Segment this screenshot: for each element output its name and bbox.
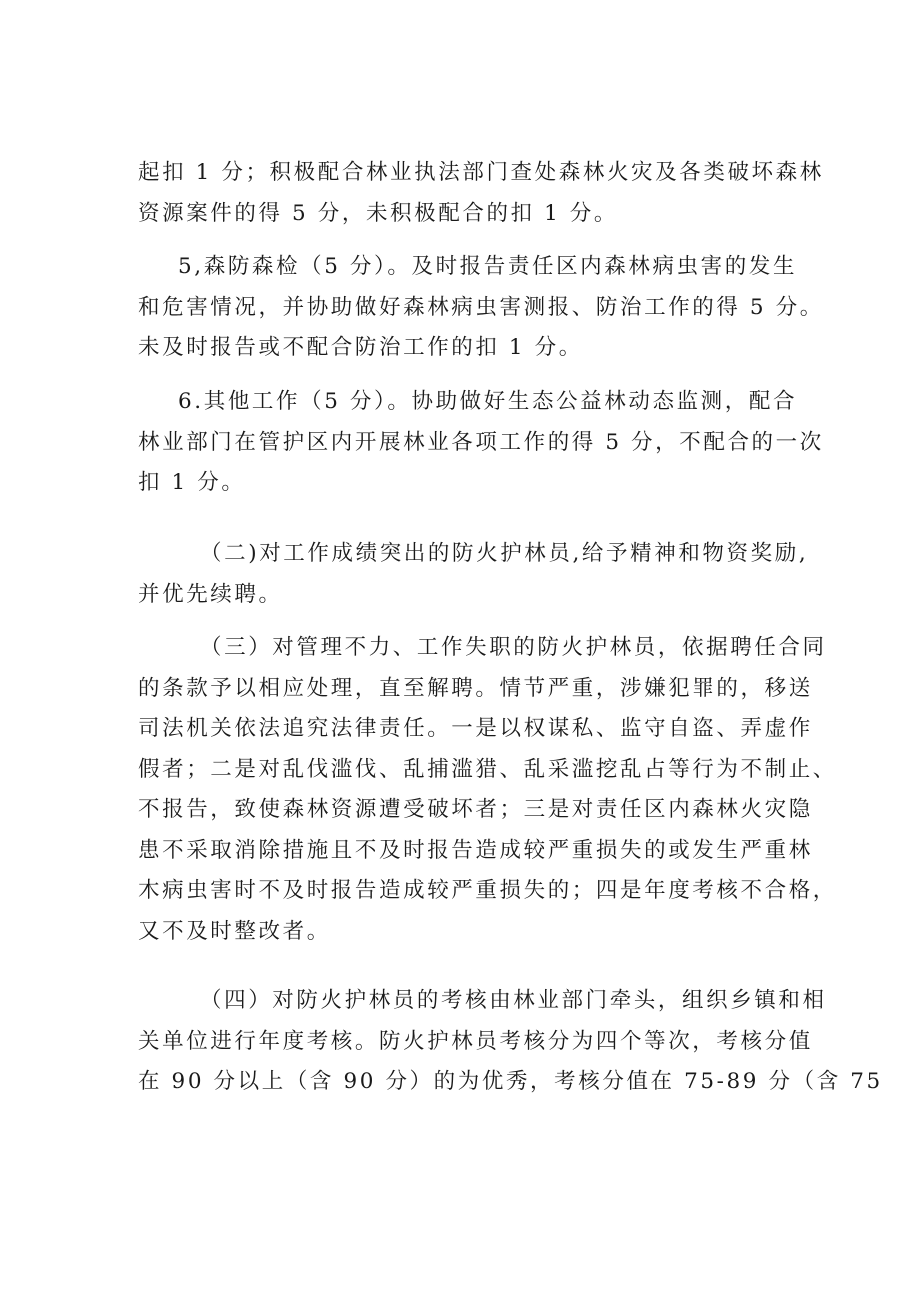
text-line: 不报告，致使森林资源遭受破坏者；三是对责任区内森林火灾隐 (138, 797, 813, 822)
text-line: 起扣 1 分；积极配合林业执法部门查处森林火灾及各类破坏森林 (138, 160, 824, 185)
text-line: 并优先续聘。 (138, 581, 283, 607)
text-line: 6.其他工作（5 分）。协助做好生态公益林动态监测，配合 (178, 389, 798, 414)
text-line: 林业部门在管护区内开展林业各项工作的得 5 分，不配合的一次 (138, 429, 824, 455)
text-line: 假者；二是对乱伐滥伐、乱捕滥猎、乱采滥挖乱占等行为不制止、 (138, 756, 837, 782)
text-line: 未及时报告或不配合防治工作的扣 1 分。 (138, 335, 583, 360)
text-line: 资源案件的得 5 分，未积极配合的扣 1 分。 (138, 200, 618, 226)
text-line: （三）对管理不力、工作失职的防火护林员，依据聘任合同 (200, 635, 827, 660)
text-line: 司法机关依法追究法律责任。一是以权谋私、监守自盗、弄虚作 (138, 716, 813, 741)
text-line: 又不及时整改者。 (138, 918, 331, 944)
paragraph-item-6-other-work (138, 382, 824, 504)
paragraph-section-2-rewards (138, 534, 809, 615)
text-line: 木病虫害时不及时报告造成较严重损失的；四是年度考核不合格， (138, 878, 837, 903)
text-line: 的条款予以相应处理，直至解聘。情节严重，涉嫌犯罪的，移送 (138, 675, 813, 701)
text-line: 和危害情况，并协助做好森林病虫害测报、防治工作的得 5 分。 (138, 294, 824, 320)
paragraph-scoring-enforcement (138, 153, 824, 234)
text-line: 关单位进行年度考核。防火护林员考核分为四个等次，考核分值 (138, 1028, 813, 1054)
paragraph-item-5-pest-control (138, 247, 824, 369)
text-line: 患不采取消除措施且不及时报告造成较严重损失的或发生严重林 (138, 837, 813, 863)
text-line: （四）对防火护林员的考核由林业部门牵头，组织乡镇和相 (200, 988, 827, 1013)
paragraph-section-3-penalties (138, 628, 837, 952)
text-line: 扣 1 分。 (138, 470, 246, 495)
text-line: 5,森防森检（5 分）。及时报告责任区内森林病虫害的发生 (178, 254, 798, 279)
text-line: 在 90 分以上（含 90 分）的为优秀，考核分值在 75-89 分（含 75 (138, 1069, 883, 1094)
paragraph-section-4-assessment (138, 981, 883, 1103)
text-line: （二)对工作成绩突出的防火护林员,给予精神和物资奖励, (200, 541, 809, 566)
